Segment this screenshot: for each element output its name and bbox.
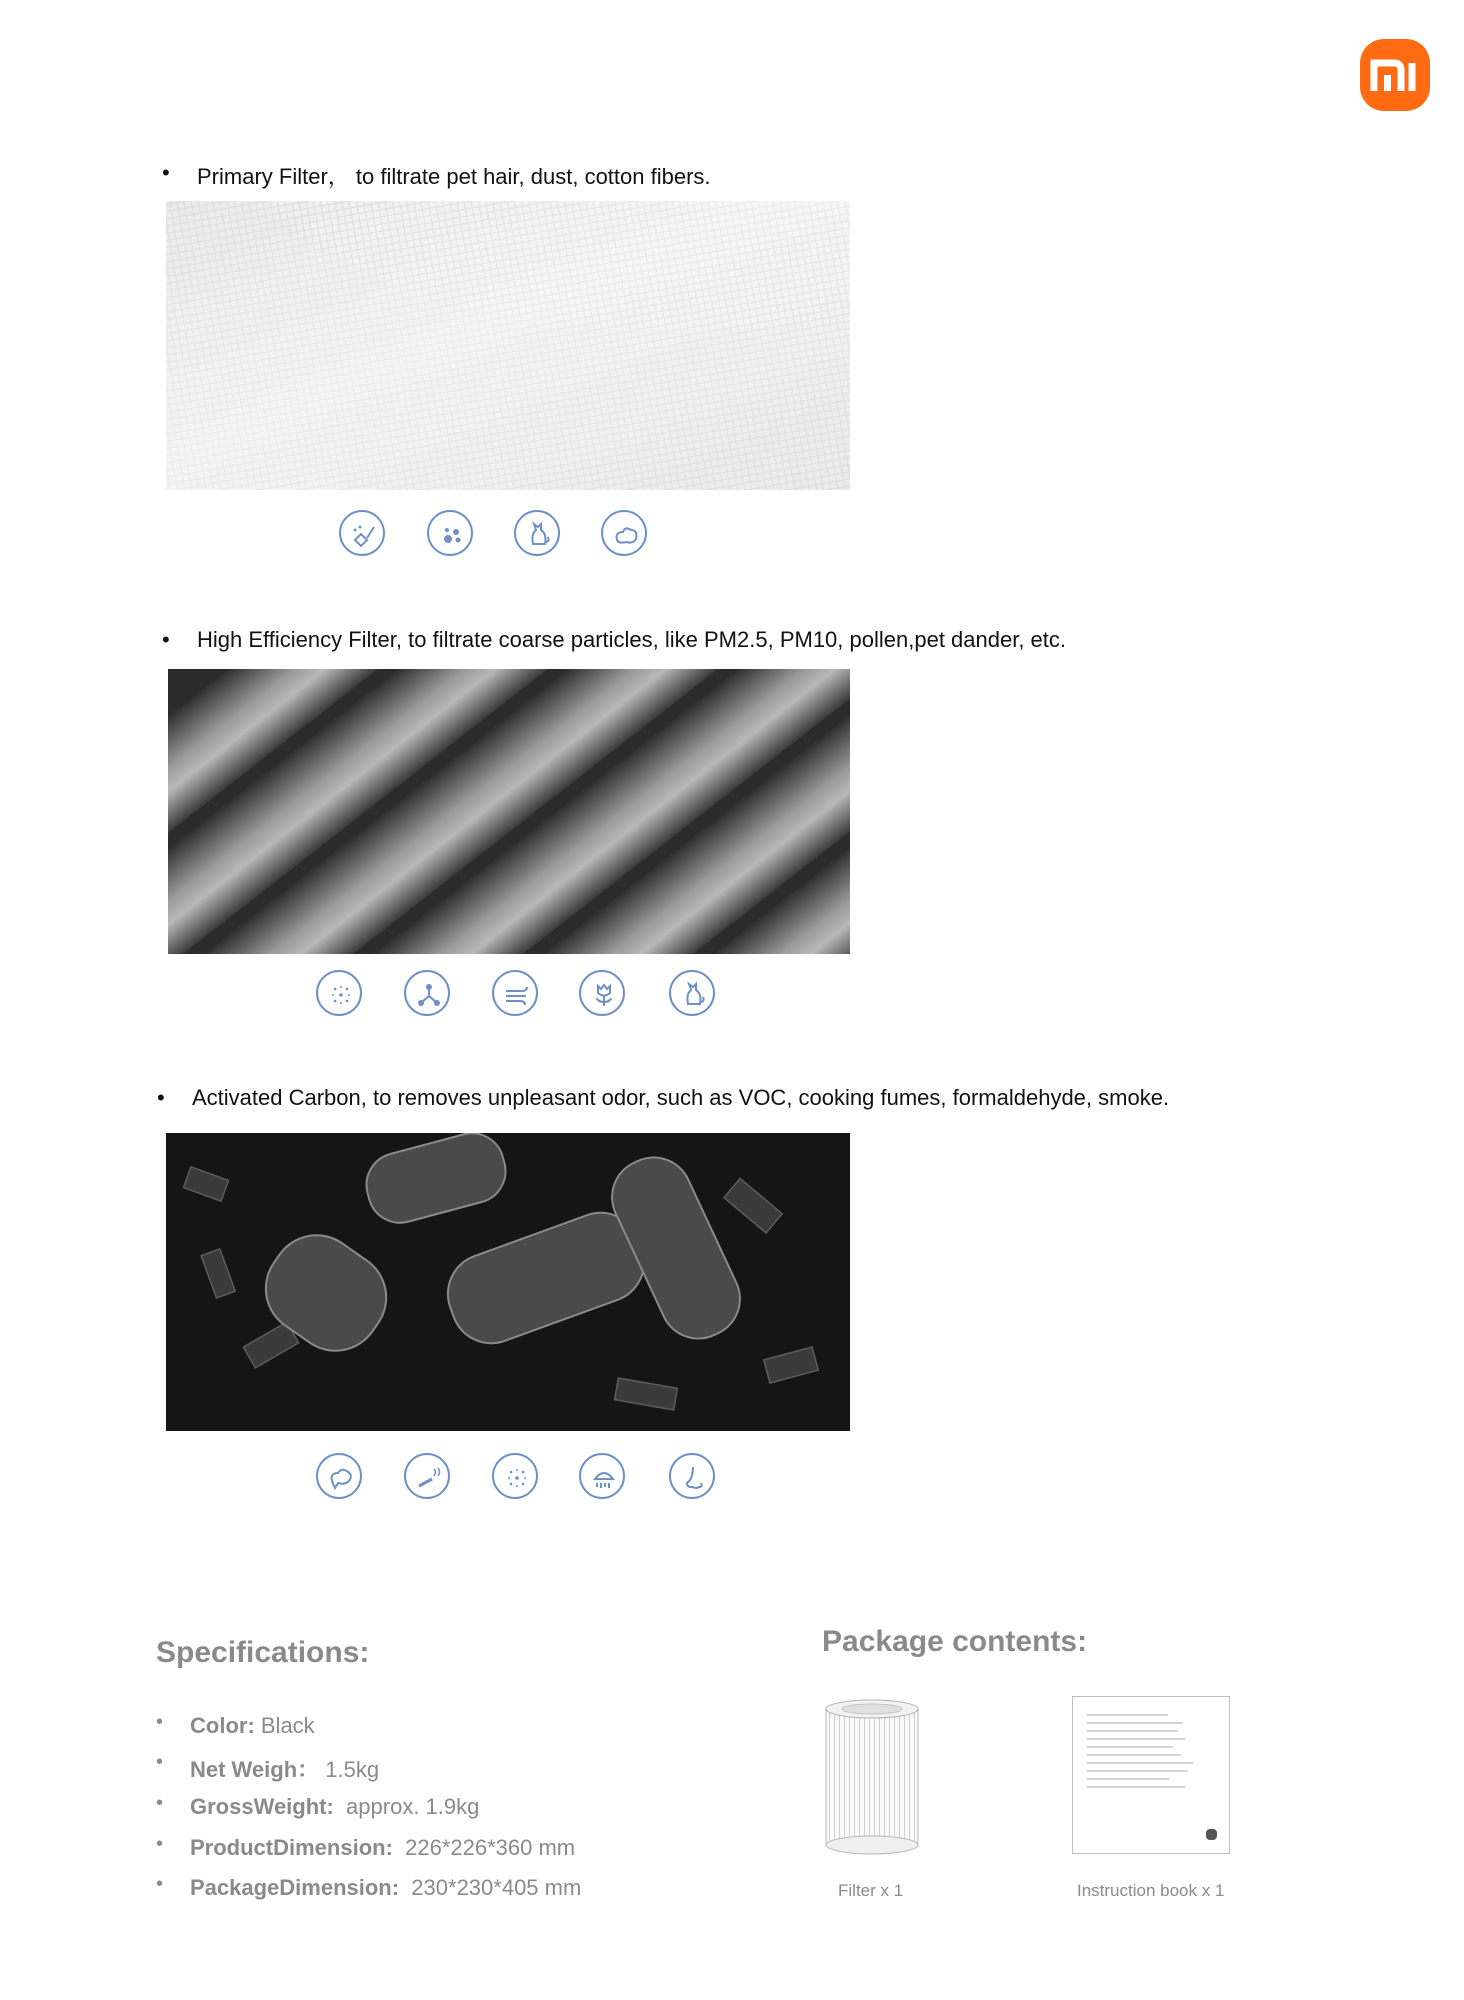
spec-item-product-dimension: • ProductDimension: 226*226*360 mm — [156, 1833, 576, 1860]
spec-item-net-weight: • Net Weigh： 1.5kg — [156, 1751, 380, 1782]
specifications-heading: Specifications: — [156, 1636, 370, 1669]
spec-item-package-dimension: • PackageDimension: 230*230*405 mm — [156, 1873, 582, 1900]
section-title-activated-carbon: • Activated Carbon, to removes unpleasant odor, such as VOC, cooking fumes, formaldehyde, smoke. — [157, 1085, 1170, 1110]
cat-icon — [514, 510, 560, 556]
pleated-gray-filter-photo — [168, 669, 850, 954]
activated-carbon-photo — [166, 1133, 850, 1431]
spec-item-gross-weight: • GrossWeight: approx. 1.9kg — [156, 1792, 480, 1819]
mi-logo — [1360, 39, 1430, 111]
package-item-caption: Instruction book x 1 — [1077, 1881, 1225, 1900]
fine-particles-icon — [492, 1453, 538, 1499]
dust-particles-icon — [427, 510, 473, 556]
nose-icon — [669, 1453, 715, 1499]
spec-item-color: • Color: Black — [156, 1711, 315, 1738]
instruction-book-image — [1072, 1696, 1230, 1854]
cat-icon — [669, 970, 715, 1016]
cleaning-brush-icon — [339, 510, 385, 556]
cotton-icon — [601, 510, 647, 556]
molecule-icon — [404, 970, 450, 1016]
white-mesh-filter-photo — [166, 201, 850, 490]
package-contents-heading: Package contents: — [822, 1625, 1088, 1658]
cylinder-filter-image — [822, 1697, 922, 1857]
section-title-text: Primary Filter， to filtrate pet hair, dust, cotton fibers. — [197, 164, 711, 189]
fine-particles-icon — [316, 970, 362, 1016]
package-item-caption: Filter x 1 — [838, 1881, 904, 1900]
section-title-text: High Efficiency Filter, to filtrate coarse particles, like PM2.5, PM10, pollen,pet dander, etc. — [197, 627, 1067, 652]
mi-logo-icon — [1360, 39, 1430, 111]
section-title-text: Activated Carbon, to removes unpleasant odor, such as VOC, cooking fumes, formaldehyde, smoke. — [192, 1085, 1170, 1110]
cigarette-smoke-icon — [404, 1453, 450, 1499]
wind-icon — [492, 970, 538, 1016]
section-title-primary-filter: • Primary Filter， to filtrate pet hair, dust, cotton fibers. — [162, 160, 711, 189]
flower-pollen-icon — [579, 970, 625, 1016]
section-title-high-efficiency-filter: • High Efficiency Filter, to filtrate coarse particles, like PM2.5, PM10, pollen,pet dander, etc. — [162, 627, 1067, 652]
cooking-hood-icon — [579, 1453, 625, 1499]
odor-cloud-icon — [316, 1453, 362, 1499]
